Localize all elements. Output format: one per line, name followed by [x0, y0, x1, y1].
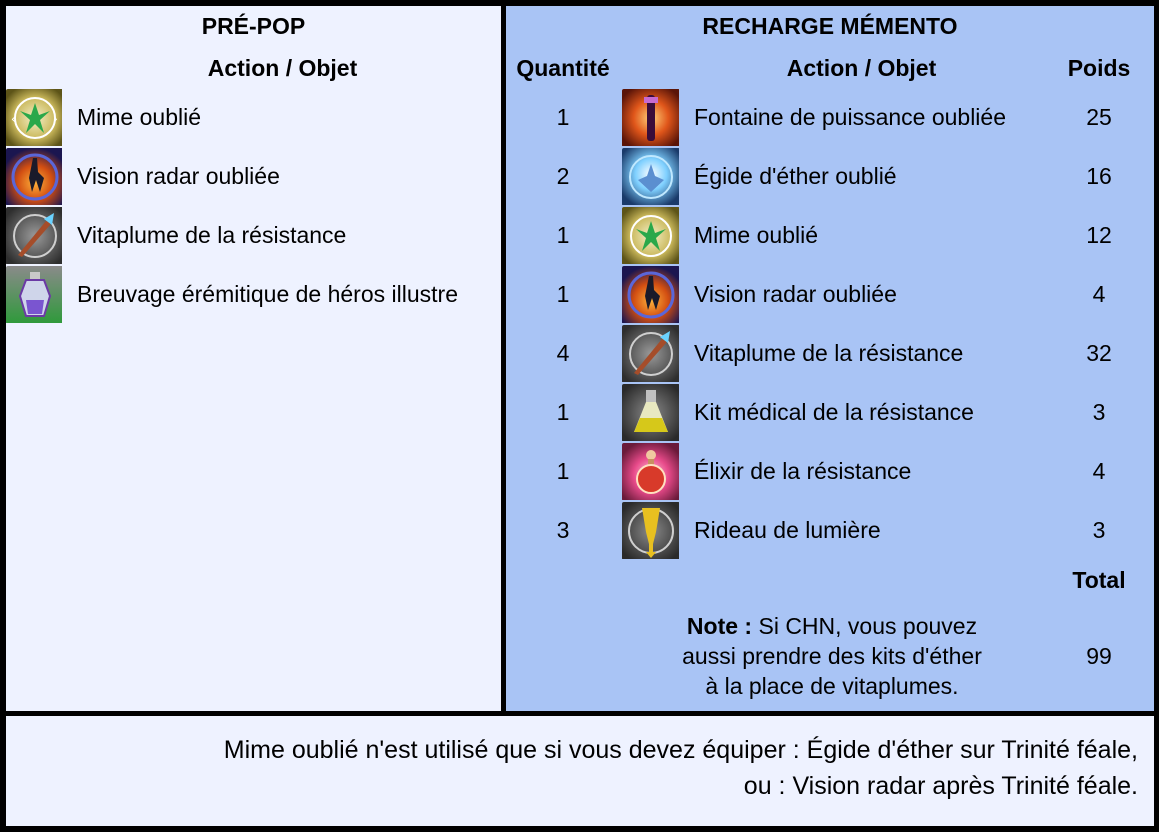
list-item: Mime oublié: [64, 89, 501, 146]
pre-pop-table: [6, 6, 501, 711]
weight-header: Poids: [1044, 49, 1154, 87]
quantity-cell: 1: [506, 207, 620, 264]
ether-aegis-icon: [622, 148, 679, 205]
note-line-1-text: Si CHN, vous pouvez: [752, 613, 978, 639]
quantity-header: Quantité: [506, 49, 620, 87]
quantity-cell: 4: [506, 325, 620, 382]
quantity-cell: 1: [506, 266, 620, 323]
quill-icon: [6, 207, 62, 264]
weight-cell: 3: [1044, 502, 1154, 559]
mime-icon: [622, 207, 679, 264]
table-row-label: Vitaplume de la résistance: [681, 325, 1042, 382]
note-line-2: aussi prendre des kits d'éther: [682, 643, 982, 669]
footer-line-2: ou : Vision radar après Trinité féale.: [743, 772, 1138, 800]
svg-text:‹: ‹: [11, 112, 16, 126]
pre-pop-action-header: Action / Objet: [64, 49, 501, 87]
list-item-icon-cell: [6, 148, 62, 205]
quantity-cell: 1: [506, 443, 620, 500]
potion-bottle-icon: [6, 266, 62, 323]
quantity-cell: 1: [506, 89, 620, 146]
weight-cell: 16: [1044, 148, 1154, 205]
total-empty-cell: [506, 561, 620, 599]
table-row-label: Rideau de lumière: [681, 502, 1042, 559]
total-label: Total: [1044, 561, 1154, 599]
table-row-icon-cell: [622, 384, 679, 441]
table-row-label: Vision radar oubliée: [681, 266, 1042, 323]
note-empty-cell: [506, 601, 620, 711]
note-bold-label: Note :: [686, 613, 753, 639]
table-row-label: Égide d'éther oublié: [681, 148, 1042, 205]
weight-cell: 12: [1044, 207, 1154, 264]
quantity-cell: 1: [506, 384, 620, 441]
note-cell: [622, 601, 1042, 711]
weight-cell: 4: [1044, 443, 1154, 500]
note-line-3: à la place de vitaplumes.: [705, 673, 959, 699]
light-curtain-icon: [622, 502, 679, 559]
icon-header: [622, 49, 679, 87]
list-item: Breuvage érémitique de héros illustre: [64, 266, 501, 323]
table-row-icon-cell: [622, 148, 679, 205]
quantity-cell: 2: [506, 148, 620, 205]
weight-cell: 4: [1044, 266, 1154, 323]
weight-cell: 25: [1044, 89, 1154, 146]
mime-icon: [6, 89, 62, 146]
list-item: Vitaplume de la résistance: [64, 207, 501, 264]
list-item-icon-cell: [6, 207, 62, 264]
weight-cell: 3: [1044, 384, 1154, 441]
table-row-label: Mime oublié: [681, 207, 1042, 264]
table-row-icon-cell: [622, 89, 679, 146]
list-item-icon-cell: [6, 89, 62, 146]
list-item: Vision radar oubliée: [64, 148, 501, 205]
table-row-icon-cell: [622, 502, 679, 559]
note-line-1: [687, 611, 977, 641]
footer-line-1: Mime oublié n'est utilisé que si vous devez équiper : Égide d'éther sur Trinité féale,: [223, 736, 1138, 764]
quill-icon: [622, 325, 679, 382]
medical-kit-flask-icon: [622, 384, 679, 441]
table-row-icon-cell: [622, 325, 679, 382]
radar-vision-icon: [622, 266, 679, 323]
table-row-icon-cell: [622, 266, 679, 323]
total-empty-cell: [622, 561, 1042, 599]
table-row-label: Élixir de la résistance: [681, 443, 1042, 500]
pre-pop-title: PRÉ-POP: [6, 6, 501, 47]
power-fountain-icon: [622, 89, 679, 146]
svg-text:›: ›: [53, 112, 58, 126]
table-row-icon-cell: [622, 443, 679, 500]
weight-cell: 32: [1044, 325, 1154, 382]
quantity-cell: 3: [506, 502, 620, 559]
radar-vision-icon: [6, 148, 62, 205]
footer-note: [6, 716, 1154, 826]
table-row-label: Kit médical de la résistance: [681, 384, 1042, 441]
action-header: Action / Objet: [681, 49, 1042, 87]
recharge-memento-table: [506, 6, 1154, 711]
total-value: 99: [1044, 601, 1154, 711]
table-row-icon-cell: [622, 207, 679, 264]
pre-pop-icon-header: [6, 49, 62, 87]
recharge-title: RECHARGE MÉMENTO: [506, 6, 1154, 47]
table-row-label: Fontaine de puissance oubliée: [681, 89, 1042, 146]
elixir-icon: [622, 443, 679, 500]
list-item-icon-cell: [6, 266, 62, 323]
